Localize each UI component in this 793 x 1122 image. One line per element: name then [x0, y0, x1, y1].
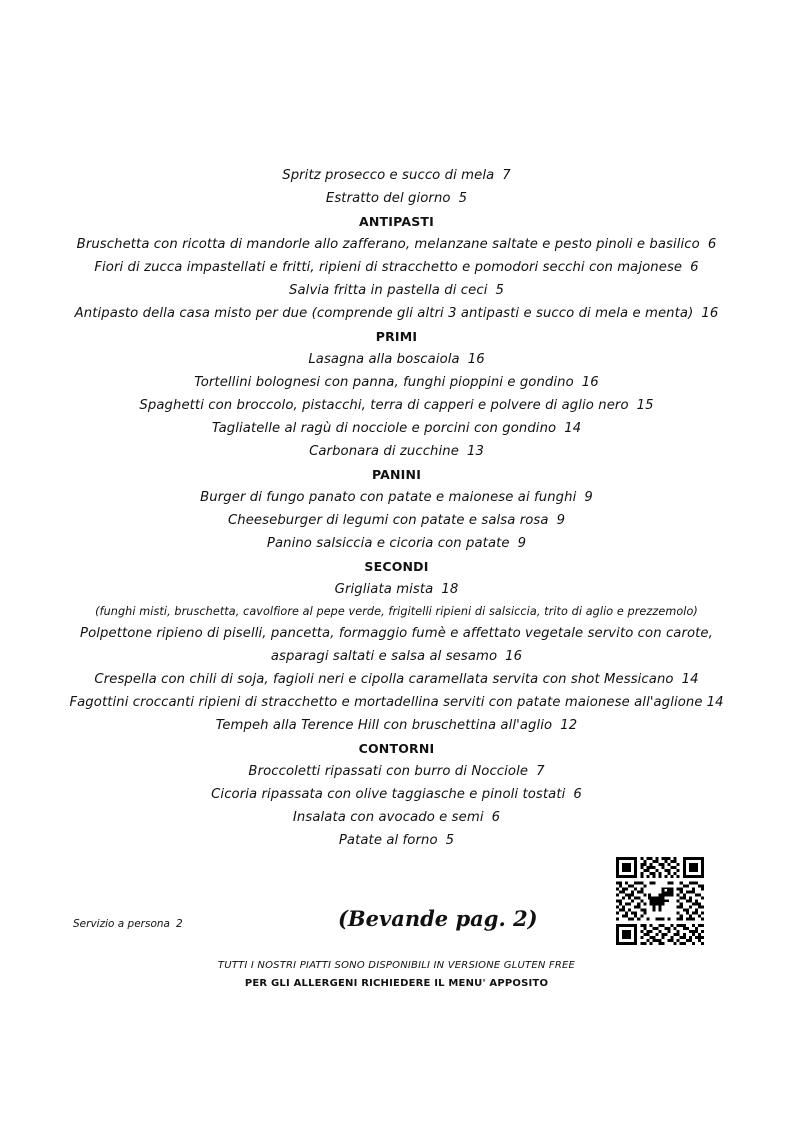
menu-item: Tempeh alla Terence Hill con bruschettina all'aglio 12	[215, 718, 578, 733]
service-charge: Servizio a persona 2	[73, 918, 183, 930]
menu-item: Antipasto della casa misto per due (comprende gli altri 3 antipasti e succo di mela e menta) 16	[74, 306, 719, 321]
section-panini: PANINI	[371, 467, 422, 482]
menu-item: Fiori di zucca impastellati e fritti, ripieni di stracchetto e pomodori secchi con majonese 6	[94, 260, 699, 275]
section-primi: PRIMI	[375, 329, 418, 344]
drinks-page-note: (Bevande pag. 2)	[338, 906, 538, 931]
menu-item: Estratto del giorno 5	[325, 191, 468, 206]
menu-item: Spritz prosecco e succo di mela 7	[282, 168, 511, 183]
menu-item: Bruschetta con ricotta di mandorle allo zafferano, melanzane saltate e pesto pinoli e basilico 6	[76, 237, 717, 252]
menu-item: asparagi saltati e salsa al sesamo 16	[270, 649, 523, 664]
menu-item: Tortellini bolognesi con panna, funghi pioppini e gondino 16	[194, 375, 599, 390]
menu-item: Grigliata mista 18	[334, 582, 459, 597]
qr-code-icon[interactable]	[616, 857, 704, 945]
menu-item: Burger di fungo panato con patate e maionese ai funghi 9	[200, 490, 593, 505]
menu-item-note: (funghi misti, bruschetta, cavolfiore al pepe verde, frigitelli ripieni di salsiccia, trito di aglio e prezzemolo)	[95, 605, 698, 618]
section-secondi: SECONDI	[364, 559, 429, 574]
section-antipasti: ANTIPASTI	[359, 214, 434, 229]
allergens-note: PER GLI ALLERGENI RICHIEDERE IL MENU' APPOSITO	[244, 978, 549, 989]
menu-item: Cicoria ripassata con olive taggiasche e pinoli tostati 6	[211, 787, 582, 802]
menu-item: Panino salsiccia e cicoria con patate 9	[266, 536, 527, 551]
section-contorni: CONTORNI	[358, 741, 435, 756]
menu-item: Fagottini croccanti ripieni di stracchetto e mortadellina serviti con patate maionese all'aglione 14	[69, 695, 724, 710]
menu-item: Salvia fritta in pastella di ceci 5	[289, 283, 504, 298]
menu-item: Crespella con chili di soja, fagioli neri e cipolla caramellata servita con shot Messicano 14	[94, 672, 699, 687]
menu-item: Carbonara di zucchine 13	[309, 444, 484, 459]
menu-item: Insalata con avocado e semi 6	[292, 810, 501, 825]
menu-item: Broccoletti ripassati con burro di Nocciole 7	[248, 764, 545, 779]
menu-item: Tagliatelle al ragù di nocciole e porcini con gondino 14	[211, 421, 582, 436]
menu-item: Polpettone ripieno di piselli, pancetta, formaggio fumè e affettato vegetale servito con carote,	[80, 626, 713, 641]
menu	[0, 164, 793, 852]
menu-item: Cheeseburger di legumi con patate e salsa rosa 9	[227, 513, 566, 528]
menu-item: Lasagna alla boscaiola 16	[308, 352, 485, 367]
gluten-free-note: TUTTI I NOSTRI PIATTI SONO DISPONIBILI IN VERSIONE GLUTEN FREE	[217, 960, 576, 971]
menu-item: Spaghetti con broccolo, pistacchi, terra di capperi e polvere di aglio nero 15	[139, 398, 654, 413]
menu-item: Patate al forno 5	[338, 833, 455, 848]
